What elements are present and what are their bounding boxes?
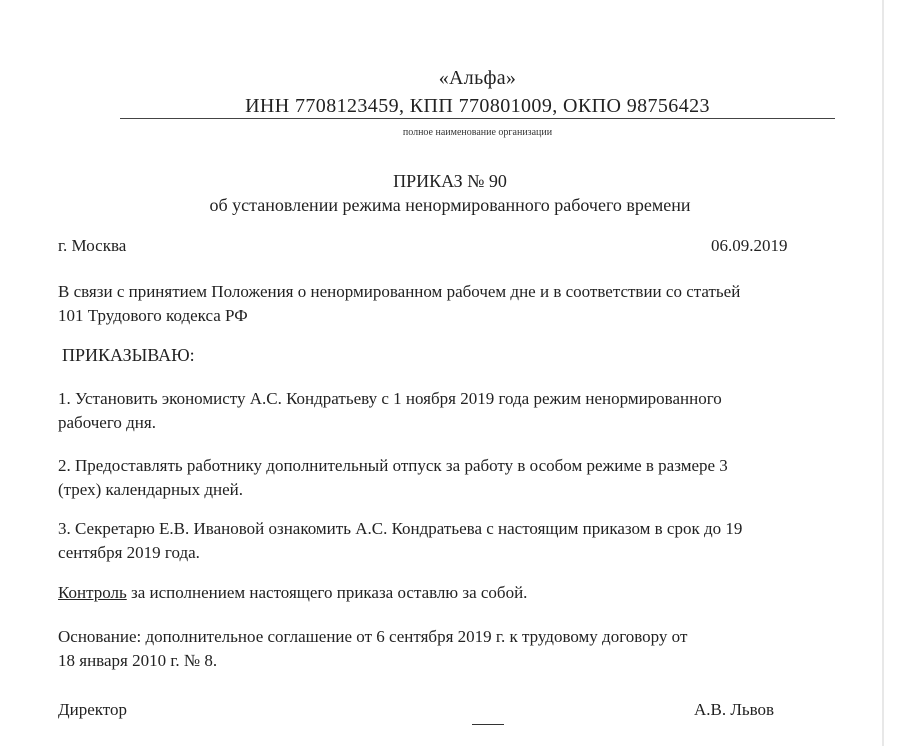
organization-underline bbox=[120, 118, 835, 119]
organization-header bbox=[120, 64, 835, 120]
order-heading: ПРИКАЗЫВАЮ: bbox=[62, 345, 195, 365]
order-item-2 bbox=[58, 454, 838, 502]
control-rest: за исполнением настоящего приказа оставлю за собой. bbox=[126, 583, 528, 602]
item-line: 2. Предоставлять работнику дополнительный отпуск за работу в особом режиме в размере 3 bbox=[58, 456, 728, 475]
item-line: 1. Установить экономисту А.С. Кондратьеву с 1 ноября 2019 года режим ненормированного bbox=[58, 389, 722, 408]
order-subtitle: об установлении режима ненормированного рабочего времени bbox=[209, 195, 691, 215]
order-date: 06.09.2019 bbox=[711, 236, 788, 255]
basis-paragraph bbox=[58, 280, 838, 328]
order-city: г. Москва bbox=[58, 236, 127, 255]
page-edge bbox=[882, 0, 884, 746]
order-title: ПРИКАЗ № 90 bbox=[393, 171, 507, 191]
control-paragraph bbox=[58, 581, 838, 605]
basis-document-line: Основание: дополнительное соглашение от 6 сентября 2019 г. к трудовому договору от bbox=[58, 627, 688, 646]
item-line: сентября 2019 года. bbox=[58, 543, 200, 562]
signature-line bbox=[472, 724, 504, 725]
control-word: Контроль bbox=[58, 583, 127, 602]
signatory-name: А.В. Львов bbox=[694, 700, 775, 719]
organization-codes: ИНН 7708123459, КПП 770801009, ОКПО 98756423 bbox=[245, 95, 710, 117]
item-line: рабочего дня. bbox=[58, 413, 156, 432]
organization-caption: полное наименование организации bbox=[402, 127, 553, 138]
item-line: 3. Секретарю Е.В. Ивановой ознакомить А.С. Кондратьева с настоящим приказом в срок до 19 bbox=[58, 519, 743, 538]
basis-line: В связи с принятием Положения о ненормированном рабочем дне и в соответствии со статьей bbox=[58, 282, 741, 301]
basis-line: 101 Трудового кодекса РФ bbox=[58, 306, 248, 325]
item-line: (трех) календарных дней. bbox=[58, 480, 243, 499]
basis-document-paragraph bbox=[58, 625, 838, 673]
signatory-post: Директор bbox=[58, 700, 127, 719]
order-item-1 bbox=[58, 387, 838, 435]
basis-document-line: 18 января 2010 г. № 8. bbox=[58, 651, 218, 670]
order-item-3 bbox=[58, 517, 838, 565]
organization-name: «Альфа» bbox=[438, 67, 517, 89]
